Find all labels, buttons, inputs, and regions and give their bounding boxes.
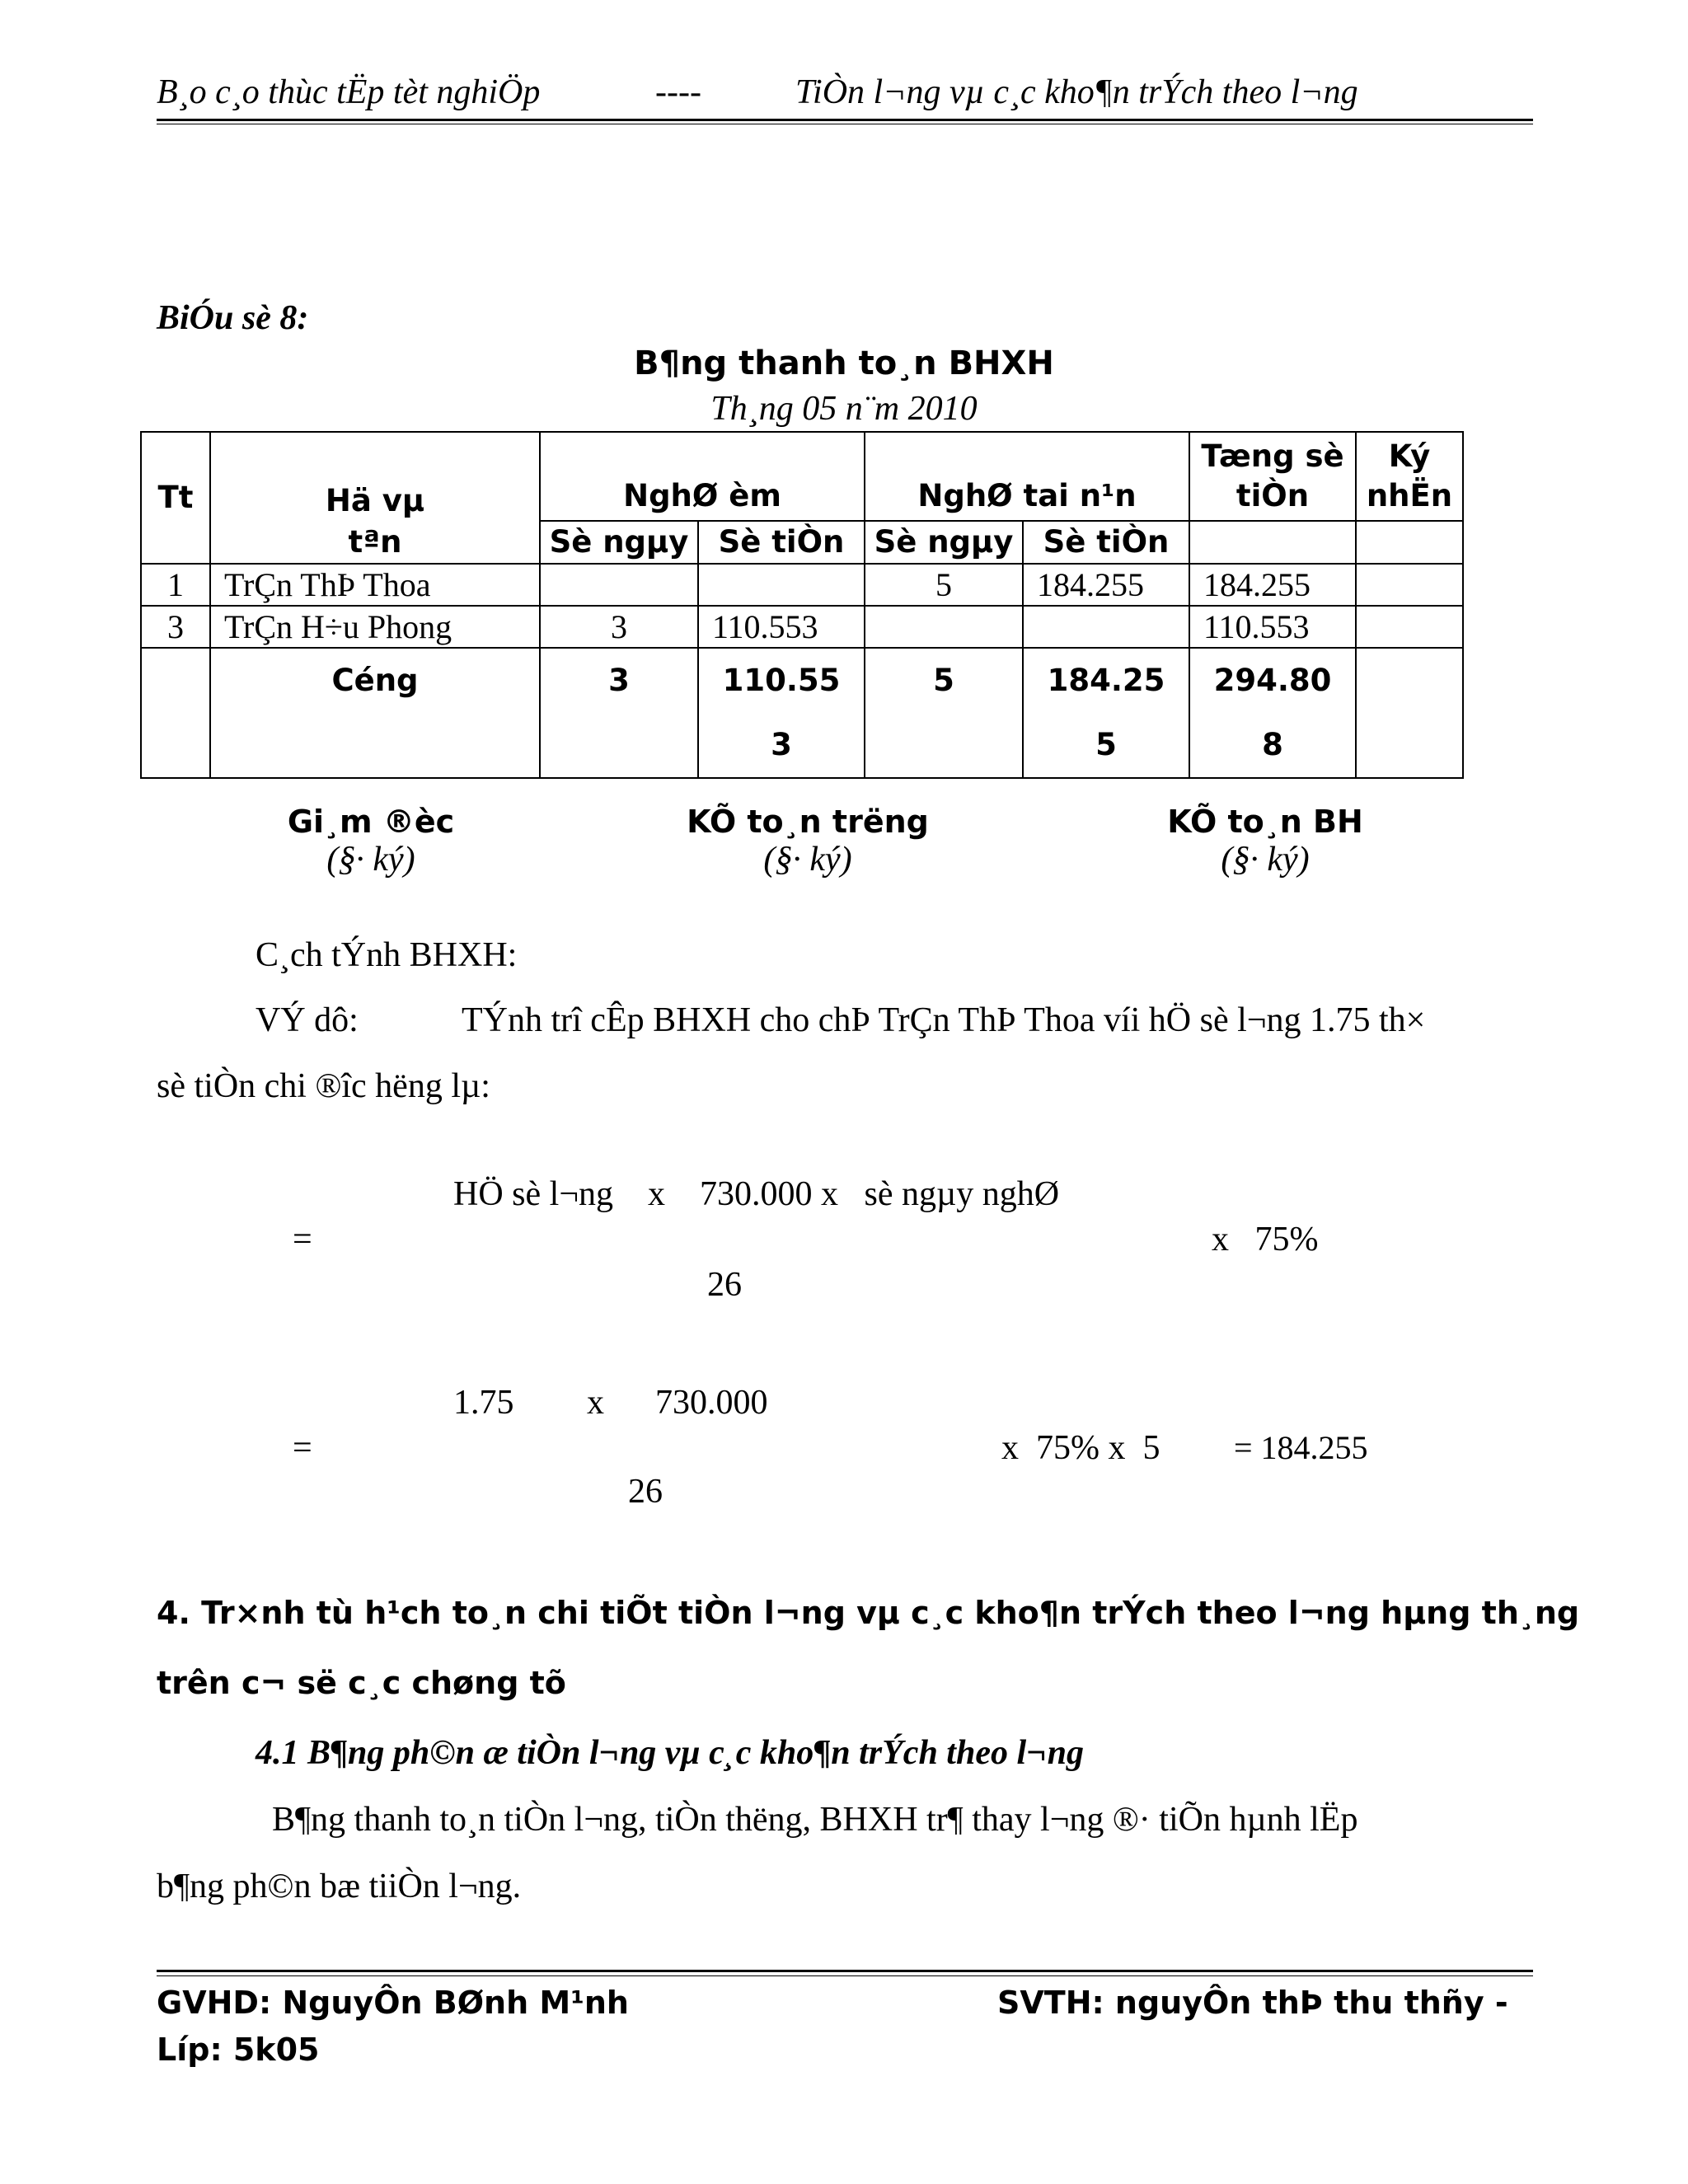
cell-name: TrÇn ThÞ Thoa xyxy=(210,564,540,606)
header-name xyxy=(210,432,540,564)
signature-director-title: Gi¸m ®èc xyxy=(287,804,455,840)
cell-accident-days: 5 xyxy=(865,564,1023,606)
header-name-line2: tªn xyxy=(348,524,402,560)
paragraph-line2: b¶ng ph©n bæ tiiÒn l¬ng. xyxy=(157,1868,522,1905)
table-row xyxy=(141,606,1463,648)
signature-chief-accountant xyxy=(635,804,981,879)
header-accident-amount: Sè tiÒn xyxy=(1023,521,1189,564)
header-sick-amount: Sè tiÒn xyxy=(698,521,865,564)
header-total-empty xyxy=(1189,521,1356,564)
cell-sick-amount: 110.553 xyxy=(698,606,865,648)
header-tt: Tt xyxy=(141,432,210,564)
header-report-title: B¸o c¸o thùc tËp tèt nghiÖp xyxy=(157,73,541,111)
signature-insurance-accountant xyxy=(1092,804,1438,879)
cell-name: TrÇn H÷u Phong xyxy=(210,606,540,648)
total-accident-amount xyxy=(1023,648,1189,778)
signature-insurance-accountant-note: (§· ký) xyxy=(1221,841,1310,879)
header-accident-days: Sè ngµy xyxy=(865,521,1023,564)
header-total xyxy=(1189,432,1356,521)
header-chapter-title: TiÒn l¬ng vµ c¸c kho¶n trÝch theo l¬ng xyxy=(795,73,1358,111)
header-rule xyxy=(157,119,1533,121)
signature-chief-accountant-title: KÕ to¸n trëng xyxy=(687,804,929,840)
total-sick-days: 3 xyxy=(540,648,698,778)
cell-signature xyxy=(1356,564,1463,606)
signature-chief-accountant-note: (§· ký) xyxy=(763,841,852,879)
total-sick-amount-line2: 3 xyxy=(771,727,792,762)
formula1-numerator: HÖ sè l¬ng x 730.000 x sè ngµy nghØ xyxy=(453,1175,1060,1213)
exhibit-label: BiÓu sè 8: xyxy=(157,299,309,337)
cell-signature xyxy=(1356,606,1463,648)
total-cell-tt xyxy=(141,648,210,778)
cell-accident-amount: 184.255 xyxy=(1023,564,1189,606)
bhxh-payment-table xyxy=(140,431,1464,779)
table-subtitle: Th¸ng 05 n¨m 2010 xyxy=(710,390,978,428)
formula1-equals: = xyxy=(293,1221,312,1258)
header-signature-line1: Ký xyxy=(1388,438,1431,474)
formula2-equals: = xyxy=(293,1429,312,1467)
formula1-factor: x 75% xyxy=(1212,1221,1319,1258)
signature-director xyxy=(198,804,544,879)
formula2-factor: x 75% x 5 xyxy=(1001,1429,1160,1467)
formula2-result: = 184.255 xyxy=(1234,1429,1368,1466)
header-accident-leave: NghØ tai n¹n xyxy=(865,432,1189,521)
section4-heading-line2: trên c¬ së c¸c chøng tõ xyxy=(157,1665,566,1701)
footer-advisor: GVHD: NguyÔn BØnh M¹nh xyxy=(157,1985,629,2021)
cell-sick-days xyxy=(540,564,698,606)
total-label: Céng xyxy=(210,648,540,778)
section41-heading: 4.1 B¶ng ph©n æ tiÒn l¬ng vµ c¸c kho¶n trÝch theo l¬ng xyxy=(256,1734,1084,1772)
total-amount-line1: 294.80 xyxy=(1213,663,1332,698)
cell-sick-days: 3 xyxy=(540,606,698,648)
formula2-base-salary: 730.000 xyxy=(655,1384,768,1422)
header-separator: ---- xyxy=(655,73,701,111)
formula2-times: x xyxy=(587,1384,604,1422)
cell-accident-days xyxy=(865,606,1023,648)
table-row xyxy=(141,564,1463,606)
total-accident-amount-line2: 5 xyxy=(1095,727,1117,762)
footer-student: SVTH: nguyÔn thÞ thu thñy - xyxy=(997,1985,1508,2021)
formula1-denominator: 26 xyxy=(707,1266,742,1304)
total-amount xyxy=(1189,648,1356,778)
cell-sick-amount xyxy=(698,564,865,606)
example-label: VÝ dô: xyxy=(256,1001,359,1039)
total-signature xyxy=(1356,648,1463,778)
footer-rule xyxy=(157,1970,1533,1972)
header-total-line2: tiÒn xyxy=(1236,478,1310,513)
total-amount-line2: 8 xyxy=(1262,727,1283,762)
signature-director-note: (§· ký) xyxy=(326,841,415,879)
cell-total: 110.553 xyxy=(1189,606,1356,648)
total-accident-amount-line1: 184.25 xyxy=(1047,663,1165,698)
paragraph-line1: B¶ng thanh to¸n tiÒn l¬ng, tiÒn thëng, BHXH tr¶ thay l¬ng ®· tiÕn hµnh lËp xyxy=(272,1801,1358,1839)
example-text-line1: TÝnh trî cÊp BHXH cho chÞ TrÇn ThÞ Thoa víi hÖ sè l¬ng 1.75 th× xyxy=(462,1001,1426,1039)
total-accident-days: 5 xyxy=(865,648,1023,778)
section4-heading-line1: 4. Tr×nh tù h¹ch to¸n chi tiÕt tiÒn l¬ng vµ c¸c kho¶n trÝch theo l¬ng hµng th¸ng xyxy=(157,1595,1580,1631)
footer-class: Líp: 5k05 xyxy=(157,2032,320,2068)
cell-accident-amount xyxy=(1023,606,1189,648)
formula2-denominator: 26 xyxy=(628,1473,663,1511)
cell-tt: 1 xyxy=(141,564,210,606)
footer-rule-thin xyxy=(157,1975,1533,1976)
total-sick-amount-line1: 110.55 xyxy=(722,663,841,698)
header-sick-days: Sè ngµy xyxy=(540,521,698,564)
formula2-coefficient: 1.75 xyxy=(453,1384,514,1422)
total-sick-amount xyxy=(698,648,865,778)
header-signature xyxy=(1356,432,1463,521)
header-total-line1: Tæng sè xyxy=(1201,438,1344,474)
header-signature-line2: nhËn xyxy=(1366,478,1453,513)
header-sick-leave: NghØ èm xyxy=(540,432,865,521)
header-name-line1: Hä vµ xyxy=(325,483,425,518)
table-title: B¶ng thanh to¸n BHXH xyxy=(634,344,1054,382)
example-text-line2: sè tiÒn chi ®îc hëng lµ: xyxy=(157,1067,490,1105)
cell-tt: 3 xyxy=(141,606,210,648)
method-title: C¸ch tÝnh BHXH: xyxy=(256,936,518,974)
signature-insurance-accountant-title: KÕ to¸n BH xyxy=(1167,804,1363,840)
cell-total: 184.255 xyxy=(1189,564,1356,606)
header-signature-empty xyxy=(1356,521,1463,564)
table-total-row xyxy=(141,648,1463,778)
